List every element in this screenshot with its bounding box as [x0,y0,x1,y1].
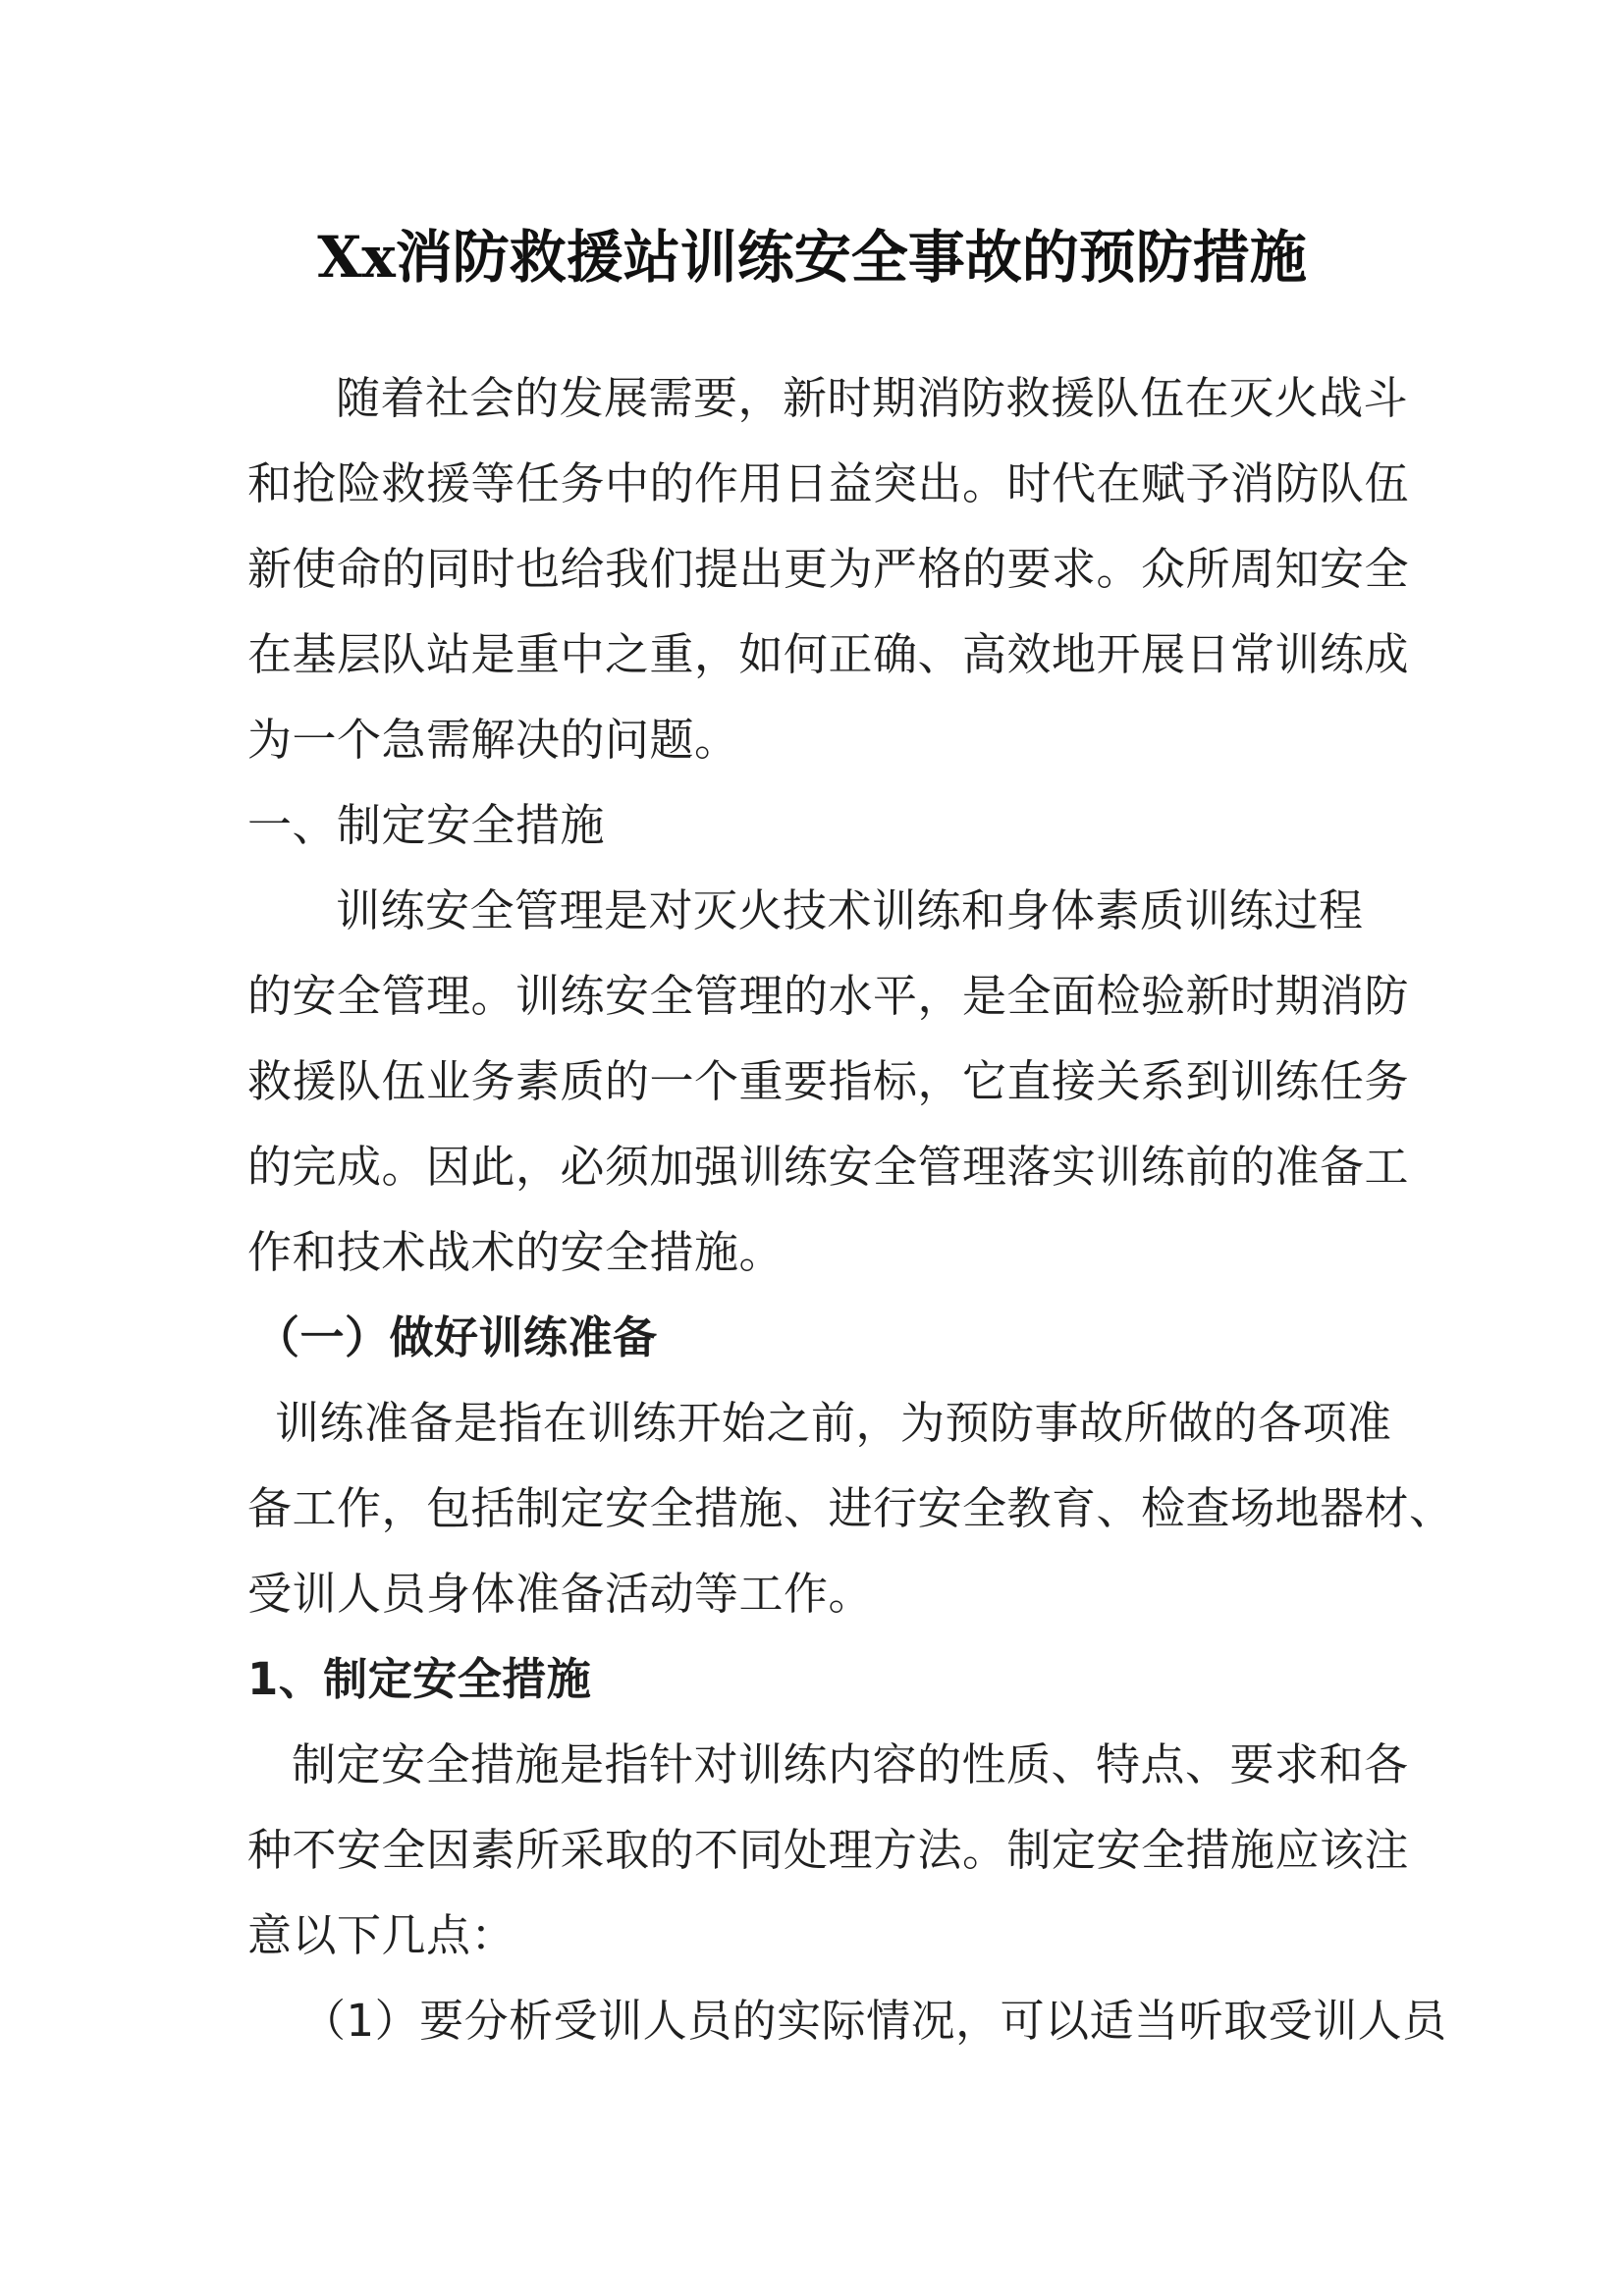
paragraph-line: 随着社会的发展需要，新时期消防救援队伍在灭火战斗 [336,372,1409,424]
paragraph-line: 受训人员身体准备活动等工作。 [247,1568,874,1620]
paragraph-line: 和抢险救援等任务中的作用日益突出。时代在赋予消防队伍 [247,457,1410,509]
paragraph-line: 救援队伍业务素质的一个重要指标，它直接关系到训练任务 [247,1055,1410,1107]
paragraph-line: 训练准备是指在训练开始之前，为预防事故所做的各项准 [275,1397,1392,1449]
paragraph-line: 新使命的同时也给我们提出更为严格的要求。众所周知安全 [247,543,1410,595]
section-heading: 一、制定安全措施 [247,799,606,851]
document-title: Xx消防救援站训练安全事故的预防措施 [317,224,1307,291]
paragraph-line: 的安全管理。训练安全管理的水平，是全面检验新时期消防 [247,970,1410,1022]
paragraph-line: 的完成。因此，必须加强训练安全管理落实训练前的准备工 [247,1141,1410,1193]
paragraph-line: 在基层队站是重中之重，如何正确、高效地开展日常训练成 [247,628,1410,680]
document-body [247,355,1454,2063]
paragraph-line: 作和技术战术的安全措施。 [247,1226,785,1278]
paragraph-line: 意以下几点： [247,1909,516,1961]
numbered-heading: 1、制定安全措施 [247,1653,592,1705]
paragraph-line: 备工作，包括制定安全措施、进行安全教育、检查场地器材、 [247,1482,1454,1534]
subsection-heading: （一）做好训练准备 [255,1311,658,1363]
paragraph-line: 为一个急需解决的问题。 [247,714,739,766]
list-item: （1）要分析受训人员的实际情况，可以适当听取受训人员 [301,1995,1447,2047]
paragraph-line: 制定安全措施是指针对训练内容的性质、特点、要求和各 [292,1738,1409,1790]
paragraph-line: 种不安全因素所采取的不同处理方法。制定安全措施应该注 [247,1824,1410,1876]
paragraph-line: 训练安全管理是对灭火技术训练和身体素质训练过程 [336,884,1364,936]
